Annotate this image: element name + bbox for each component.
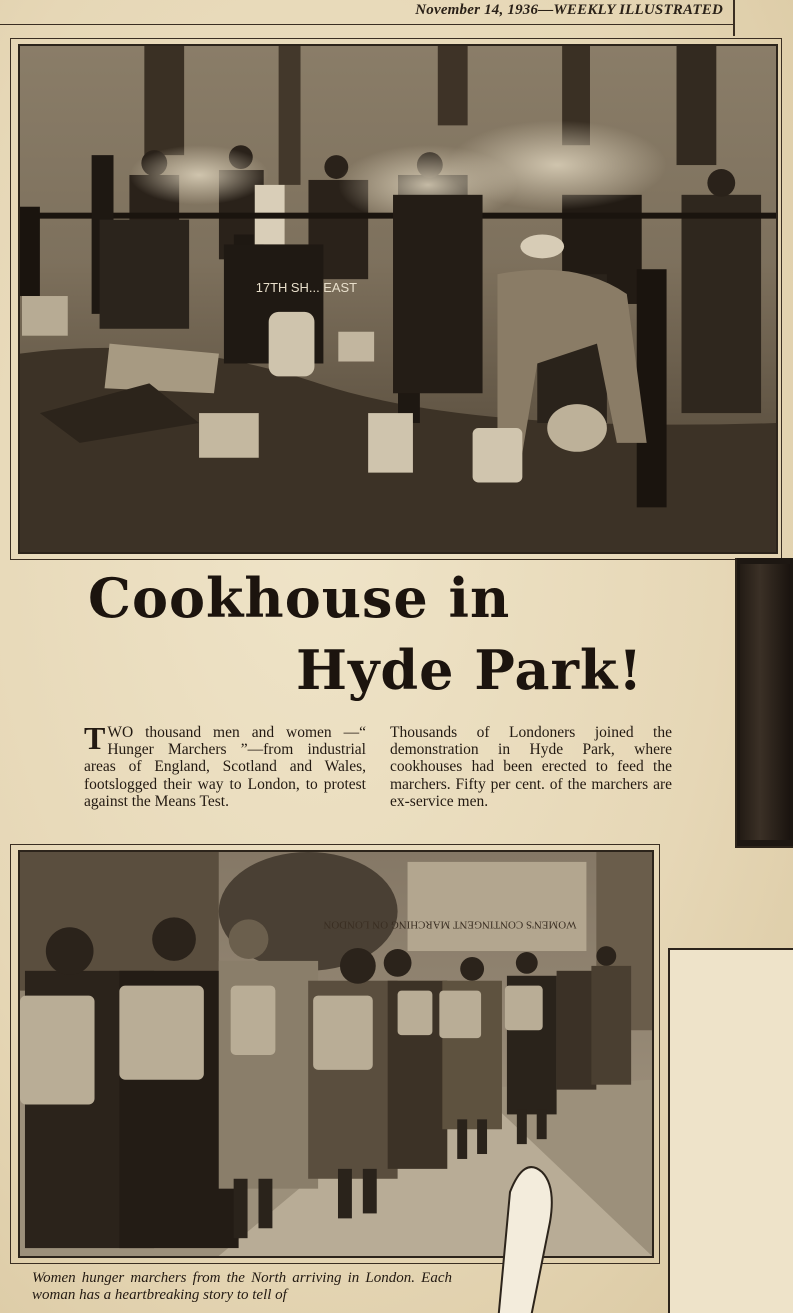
column-2-text: Thousands of Londoners joined the demonstration in Hyde Park, where cookhouses had been erected to feed the marchers. Fifty per cent. of the marchers are ex-service men. <box>390 724 672 810</box>
column-1-text: WO thousand men and women —“ Hunger Marchers ”—from industrial areas of England, Scotland and Wales, footslogged their way to London, to protest against the Means Test. <box>84 724 366 810</box>
adjacent-column-panel <box>668 948 793 1313</box>
article-column-2 <box>390 724 672 810</box>
adjacent-photo-fragment <box>740 564 790 840</box>
drop-cap: T <box>84 720 106 756</box>
boiler-sign: 17TH SH... EAST <box>255 280 358 296</box>
header-rule <box>0 24 733 25</box>
header-vertical-rule <box>733 0 735 36</box>
photo-caption: Women hunger marchers from the North arriving in London. Each woman has a heartbreaking story to tell of <box>32 1270 452 1303</box>
cookhouse-photo <box>18 44 778 554</box>
clipping-cutout <box>490 1162 558 1313</box>
marchers-banner: WOMEN'S CONTINGENT MARCHING ON LONDON <box>323 918 577 931</box>
article-column-1 <box>84 720 366 810</box>
page-header: November 14, 1936—WEEKLY ILLUSTRATED <box>415 2 723 18</box>
headline-line-1: Cookhouse in <box>88 566 511 630</box>
headline-line-2: Hyde Park! <box>296 638 644 702</box>
women-marchers-photo <box>18 850 654 1258</box>
